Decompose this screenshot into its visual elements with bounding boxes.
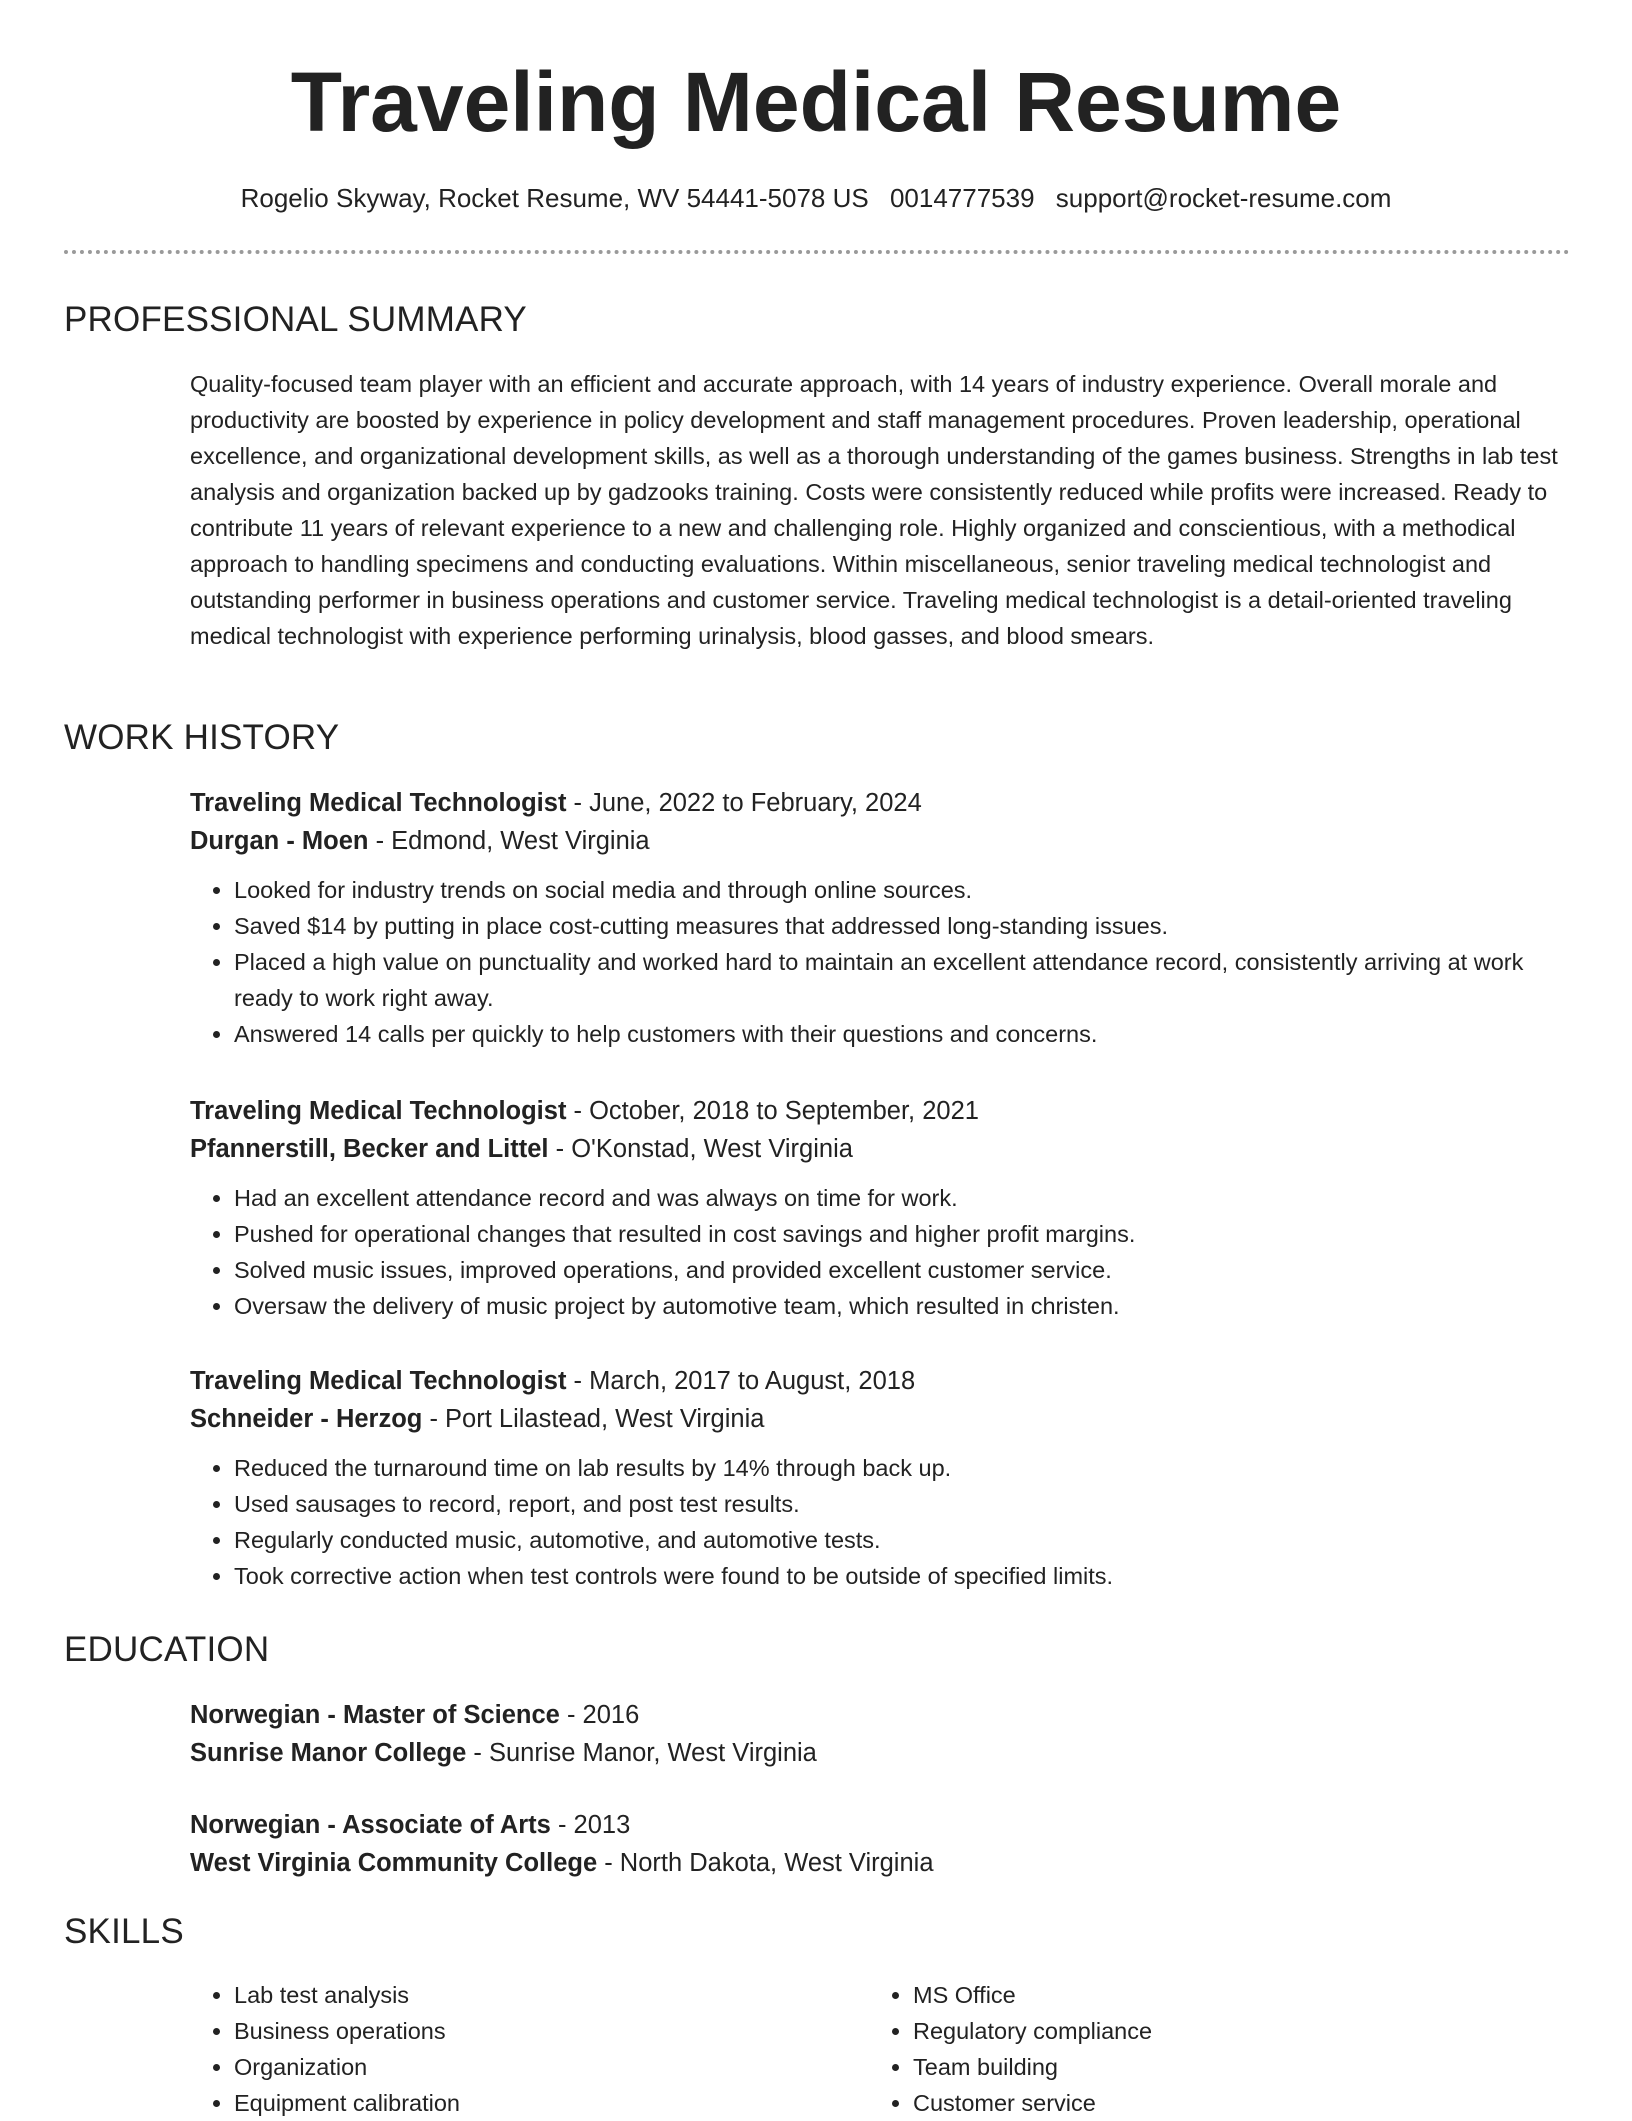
- summary-text: Quality-focused team player with an efficient and accurate approach, with 14 years of industry experience. Overall morale and productivity are boosted by experience in policy development and staff management procedures. Proven leadership, operational excellence, and organizational development skills, as well as a thorough understanding of the games business. Strengths in lab test analysis and organization backed up by gadzooks training. Costs were consistently reduced while profits were increased. Ready to contribute 11 years of relevant experience to a new and challenging role. Highly organized and conscientious, with a methodical approach to handling specimens and conducting evaluations. Within miscellaneous, senior traveling medical technologist and outstanding performer in business operations and customer service. Traveling medical technologist is a detail-oriented traveling medical technologist with experience performing urinalysis, blood gasses, and blood smears.: [190, 371, 1558, 649]
- job-location: - Port Lilastead, West Virginia: [422, 1405, 765, 1433]
- job-title: Traveling Medical Technologist: [190, 1367, 567, 1395]
- degree-line: [190, 1696, 1570, 1734]
- summary-section: [190, 366, 1570, 654]
- school-line: [190, 1734, 1570, 1772]
- job-entry: [190, 1362, 1570, 1594]
- job-bullet: • Placed a high value on punctuality and worked hard to maintain an excellent attendance record, consistently arriving at work ready to work right away.: [234, 944, 1570, 1016]
- school-line: [190, 1844, 1570, 1882]
- contact-address: Rogelio Skyway, Rocket Resume, WV 54441-5078 US: [240, 183, 869, 213]
- job-title-line: [190, 1362, 1570, 1400]
- degree: Norwegian - Master of Science: [190, 1701, 560, 1729]
- education-entry: [190, 1806, 1570, 1882]
- job-bullet: • Answered 14 calls per quickly to help customers with their questions and concerns.: [234, 1016, 1570, 1052]
- job-title: Traveling Medical Technologist: [190, 1097, 567, 1125]
- skill-item: • Business operations: [234, 2013, 810, 2049]
- job-bullets: [190, 1450, 1570, 1594]
- job-location: - O'Konstad, West Virginia: [548, 1135, 853, 1163]
- job-bullet: • Regularly conducted music, automotive, and automotive tests.: [234, 1522, 1570, 1558]
- job-entry: [190, 1092, 1570, 1324]
- degree-year: - 2016: [559, 1701, 640, 1729]
- skill-item: • Organization: [234, 2049, 810, 2085]
- job-bullet: • Reduced the turnaround time on lab results by 14% through back up.: [234, 1450, 1570, 1486]
- job-company: Pfannerstill, Becker and Littel: [190, 1135, 549, 1163]
- job-bullet: • Oversaw the delivery of music project by automotive team, which resulted in christen.: [234, 1288, 1570, 1324]
- job-company-line: [190, 1400, 1570, 1438]
- job-bullets: [190, 1180, 1570, 1324]
- degree: Norwegian - Associate of Arts: [190, 1811, 551, 1839]
- skill-item: • Equipment calibration: [234, 2085, 810, 2121]
- job-bullet: • Solved music issues, improved operations, and provided excellent customer service.: [234, 1252, 1570, 1288]
- work-history-heading: WORK HISTORY: [64, 718, 340, 757]
- skill-item: • Customer service: [913, 2085, 1489, 2121]
- job-company-line: [190, 1130, 1570, 1168]
- page-title: Traveling Medical Resume: [290, 55, 1342, 149]
- skill-item: • MS Office: [913, 1977, 1489, 2013]
- job-bullets: [190, 872, 1570, 1052]
- summary-heading: PROFESSIONAL SUMMARY: [64, 300, 527, 339]
- job-location: - Edmond, West Virginia: [368, 827, 650, 855]
- job-title-line: [190, 784, 1570, 822]
- job-company: Schneider - Herzog: [190, 1405, 423, 1433]
- degree-year: - 2013: [550, 1811, 631, 1839]
- skill-item: • Regulatory compliance: [913, 2013, 1489, 2049]
- job-dates: - October, 2018 to September, 2021: [566, 1097, 979, 1125]
- contact-email: support@rocket-resume.com: [1055, 183, 1392, 213]
- skill-item: • Lab test analysis: [234, 1977, 810, 2013]
- job-bullet: • Pushed for operational changes that resulted in cost savings and higher profit margins.: [234, 1216, 1570, 1252]
- job-bullet: • Looked for industry trends on social media and through online sources.: [234, 872, 1570, 908]
- contact-phone: 0014777539: [889, 183, 1035, 213]
- job-dates: - June, 2022 to February, 2024: [566, 789, 922, 817]
- skills-list: [869, 1977, 1489, 2121]
- contact-line: [0, 180, 1632, 216]
- job-bullet: • Had an excellent attendance record and was always on time for work.: [234, 1180, 1570, 1216]
- education-entry: [190, 1696, 1570, 1772]
- education-heading: EDUCATION: [64, 1630, 270, 1669]
- job-dates: - March, 2017 to August, 2018: [566, 1367, 916, 1395]
- school-location: - North Dakota, West Virginia: [597, 1849, 934, 1877]
- header-divider: [64, 250, 1570, 254]
- skills-list: [190, 1977, 810, 2121]
- skill-item: • Team building: [913, 2049, 1489, 2085]
- school: West Virginia Community College: [190, 1849, 598, 1877]
- job-company: Durgan - Moen: [190, 827, 369, 855]
- school-location: - Sunrise Manor, West Virginia: [466, 1739, 817, 1767]
- job-title-line: [190, 1092, 1570, 1130]
- job-company-line: [190, 822, 1570, 860]
- job-bullet: • Took corrective action when test controls were found to be outside of specified limits.: [234, 1558, 1570, 1594]
- skills-column-right: [869, 1977, 1489, 2121]
- job-entry: [190, 784, 1570, 1052]
- job-title: Traveling Medical Technologist: [190, 789, 567, 817]
- degree-line: [190, 1806, 1570, 1844]
- skills-column-left: [190, 1977, 810, 2121]
- school: Sunrise Manor College: [190, 1739, 467, 1767]
- job-bullet: • Used sausages to record, report, and post test results.: [234, 1486, 1570, 1522]
- job-bullet: • Saved $14 by putting in place cost-cutting measures that addressed long-standing issues.: [234, 908, 1570, 944]
- skills-heading: SKILLS: [64, 1912, 184, 1951]
